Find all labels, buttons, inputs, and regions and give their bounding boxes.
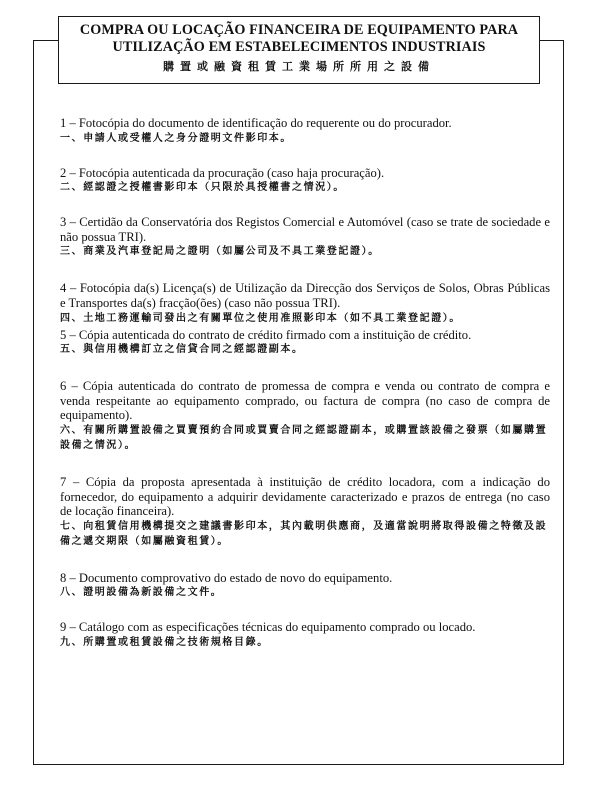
- item-pt-text: 9 – Catálogo com as especificações técnicas do equipamento comprado ou locado.: [60, 620, 476, 635]
- item-zh-text: 八、證明設備為新設備之文件。: [60, 587, 223, 599]
- item-pt-text: 3 – Certidão da Conservatória dos Registos Comercial e Automóvel (caso se trate de sociedade e não possua TRI).: [60, 215, 550, 244]
- item-zh-text: 九、所購置或租賃設備之技術規格目錄。: [60, 636, 269, 648]
- list-item-3: [60, 215, 550, 259]
- item-zh-text: 四、土地工務運輸司發出之有關單位之使用准照影印本（如不具工業登記證）。: [60, 312, 461, 324]
- list-item-8: [60, 571, 550, 601]
- item-zh-text: 七、向租賃信用機構提交之建議書影印本，其內載明供應商，及適當說明將取得設備之特徵及設備之遞交期限（如屬融資租賃）。: [60, 520, 548, 547]
- item-zh-text: 六、有關所購置設備之買賣預約合同或買賣合同之經認證副本，或購置該設備之發票（如屬購置設備之情況）。: [60, 424, 548, 451]
- title-line-2: UTILIZAÇÃO EM ESTABELECIMENTOS INDUSTRIAIS: [112, 39, 486, 55]
- list-item-7: [60, 475, 550, 549]
- item-pt-text: 5 – Cópia autenticada do contrato de crédito firmado com a instituição de crédito.: [60, 327, 472, 342]
- list-item-4: [60, 281, 550, 325]
- item-pt-text: 6 – Cópia autenticada do contrato de promessa de compra e venda ou contrato de compra e venda respeitante ao equipamento comprado, ou factura de compra (no caso de compra de equipamento).: [60, 379, 550, 423]
- item-pt-text: 4 – Fotocópia da(s) Licença(s) de Utilização da Direcção dos Serviços de Solos, Obras Públicas e Transportes da(s) fracção(ões) (caso não possua TRI).: [60, 281, 550, 310]
- title-line-1: COMPRA OU LOCAÇÃO FINANCEIRA DE EQUIPAMENTO PARA: [79, 22, 519, 38]
- list-item-5: [60, 328, 550, 358]
- requirements-list: [60, 116, 550, 650]
- item-zh-text: 二、經認證之授權書影印本（只限於具授權書之情況）。: [60, 182, 345, 194]
- title-box: [58, 16, 540, 84]
- item-pt-text: 8 – Documento comprovativo do estado de novo do equipamento.: [60, 570, 393, 585]
- item-pt-text: 1 – Fotocópia do documento de identificação do requerente ou do procurador.: [60, 116, 452, 130]
- item-pt-text: 7 – Cópia da proposta apresentada à instituição de crédito locadora, com a indicação do fornecedor, do equipamento a adquirir devidamente caracterizado e prazos de entrega (no caso de locação financeira).: [60, 474, 550, 519]
- list-item-2: [60, 166, 550, 196]
- list-item-1: [60, 116, 550, 146]
- item-zh-text: 三、商業及汽車登記局之證明（如屬公司及不具工業登記證）。: [60, 246, 380, 258]
- item-pt-text: 2 – Fotocópia autenticada da procuração (caso haja procuração).: [60, 165, 385, 180]
- title-chinese: 購置或融資租賃工業場所所用之設備: [163, 60, 435, 73]
- item-zh-text: 一、申請人或受權人之身分證明文件影印本。: [60, 132, 292, 144]
- list-item-6: [60, 379, 550, 453]
- item-zh-text: 五、與信用機構訂立之信貸合同之經認證副本。: [60, 344, 304, 356]
- list-item-9: [60, 620, 550, 650]
